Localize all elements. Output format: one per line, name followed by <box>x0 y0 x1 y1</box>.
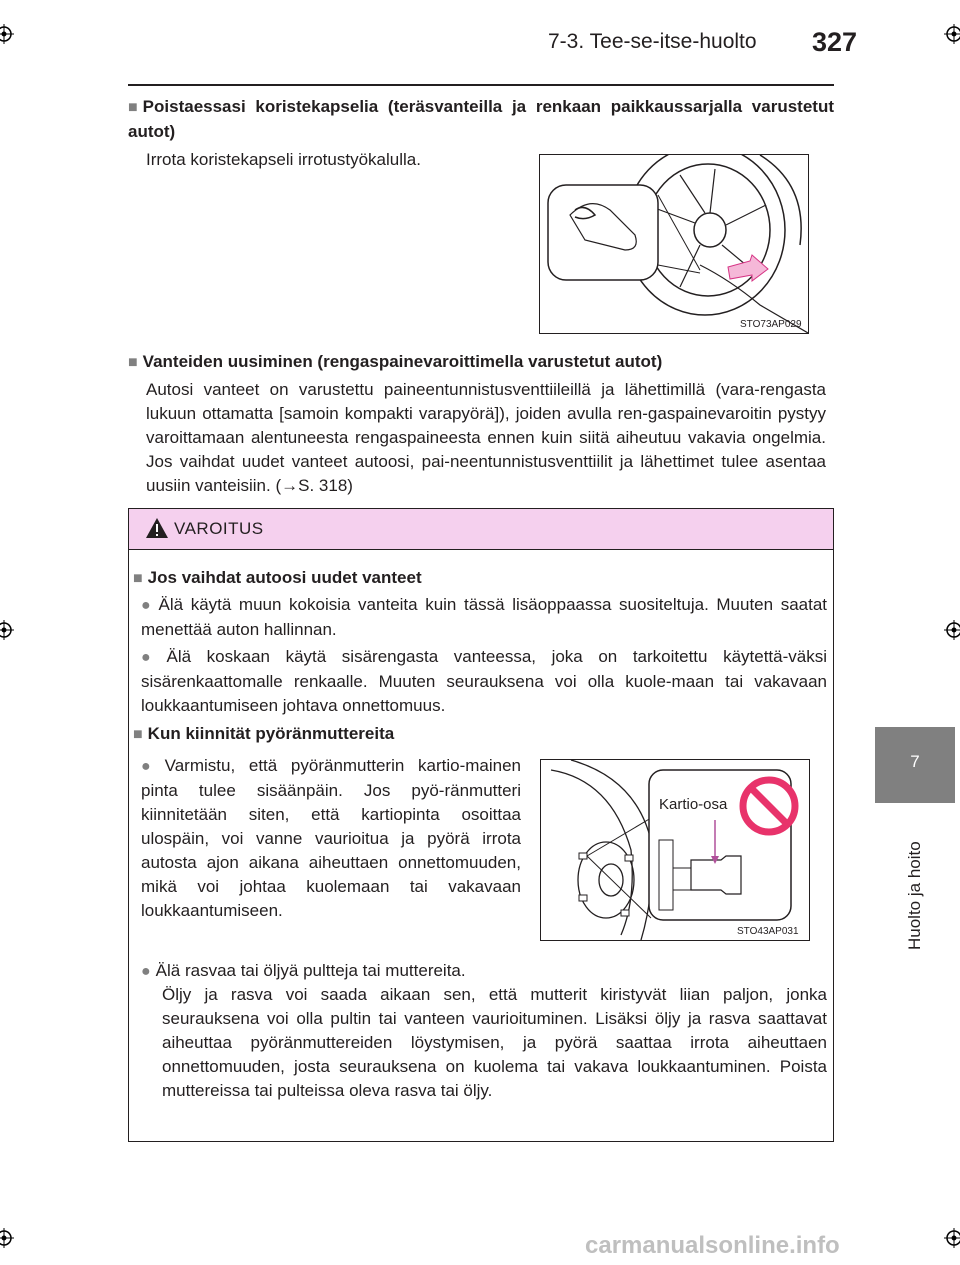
round-bullet-icon: ● <box>141 758 160 775</box>
section-heading: ■ Vanteiden uusiminen (rengaspainevaroittimella varustetut autot) <box>128 350 834 375</box>
page-number: 327 <box>812 27 858 57</box>
warning-paragraph: Öljy ja rasva voi saada aikaan sen, että mutterit kiristyvät liian paljon, jonka seurauksena voi olla pultin tai vanteen vaurioituminen. Lisäksi öljy ja rasva saattavat aiheuttaa pyöränmuttereiden löystymisen, ja pyörä saattaa irrota aiheuttaen onnettomuuden, josta seurauksena on kuolema tai vakava loukkaantuminen. Poista muttereissa tai pulteissa oleva rasva tai öljy. <box>162 985 827 1100</box>
warning-subheading: ■ Jos vaihdat autoosi uudet vanteet <box>133 566 422 591</box>
warning-bullet: ● Älä rasvaa tai öljyä pultteja tai muttereita. <box>141 961 466 980</box>
wheel-nut-illustration <box>540 759 810 941</box>
header-divider <box>128 84 834 86</box>
hubcap-removal-illustration <box>539 154 809 334</box>
warning-subheading: ■ Kun kiinnität pyöränmuttereita <box>133 722 394 747</box>
warning-triangle-icon <box>145 517 169 539</box>
image-code: STO43AP031 <box>737 926 799 937</box>
hubcap-removal-drawing <box>540 155 808 333</box>
registration-mark <box>944 620 960 640</box>
warning-header <box>129 509 833 550</box>
registration-mark <box>0 1228 14 1248</box>
round-bullet-icon: ● <box>141 597 154 614</box>
registration-mark <box>0 620 14 640</box>
warning-bullet: ● Älä käytä muun kokoisia vanteita kuin tässä lisäoppaassa suositeltuja. Muuten saatat menettää auton hallinnan. <box>141 595 827 639</box>
page-reference-link[interactable]: S. 318) <box>298 476 353 495</box>
warning-box <box>128 508 834 1142</box>
square-bullet-icon: ■ <box>133 726 143 743</box>
image-code: STO73AP029 <box>740 319 802 330</box>
chapter-tab: 7 <box>875 727 955 803</box>
image-label: Kartio-osa <box>659 796 728 813</box>
square-bullet-icon: ■ <box>128 99 138 116</box>
square-bullet-icon: ■ <box>128 354 138 371</box>
warning-title: VAROITUS <box>174 519 264 538</box>
warning-bullet: ● Varmistu, että pyöränmutterin kartio-mainen pinta tulee sisäänpäin. Jos pyö-ränmutteri kiinnitetään siten, että kartiopinta osoittaa ulospäin, voi vanne vaurioitua ja pyörä irrota autosta ajon aikana aiheuttaen onnettomuuden, mikä voi johtaa kuolemaan tai vakavaan loukkaantumiseen. <box>141 756 521 920</box>
registration-mark <box>944 1228 960 1248</box>
registration-mark <box>0 24 14 44</box>
warning-bullet: ● Älä koskaan käytä sisärengasta vanteessa, joka on tarkoitettu käytettä-väksi sisärenkaattomalle renkaalle. Muuten seurauksena voi olla kuole-maan tai vakavaan loukkaantumiseen johtava onnettomuus. <box>141 647 827 715</box>
section-text: Irrota koristekapseli irrotustyökalulla. <box>146 150 421 169</box>
arrow-icon: → <box>281 476 299 495</box>
wheel-nut-drawing <box>541 760 809 940</box>
section-text: Autosi vanteet on varustettu paineentunnistusventtiileillä ja lähettimillä (vara-rengasta lukuun ottamatta [samoin kompakti varapyörä]), joiden avulla ren-gaspainevaroitin pystyy varoittamaan alentuneesta rengaspaineesta ennen kuin siitä aiheutuu vakavia ongelmia. Jos vaihdat uudet vanteet autoosi, pai-neentunnistusventtiilit ja lähettimet tulee asentaa uusiin vanteisiin. (→S. 318) <box>146 380 826 495</box>
square-bullet-icon: ■ <box>133 570 143 587</box>
round-bullet-icon: ● <box>141 649 162 666</box>
section-title: 7-3. Tee-se-itse-huolto <box>548 30 757 53</box>
section-heading: ■ Poistaessasi koristekapselia (teräsvanteilla ja renkaan paikkaussarjalla varustetut autot) <box>128 97 834 141</box>
round-bullet-icon: ● <box>141 963 151 980</box>
watermark: carmanualsonline.info <box>585 1232 840 1259</box>
chapter-title: Huolto ja hoito <box>905 841 924 950</box>
registration-mark <box>944 24 960 44</box>
